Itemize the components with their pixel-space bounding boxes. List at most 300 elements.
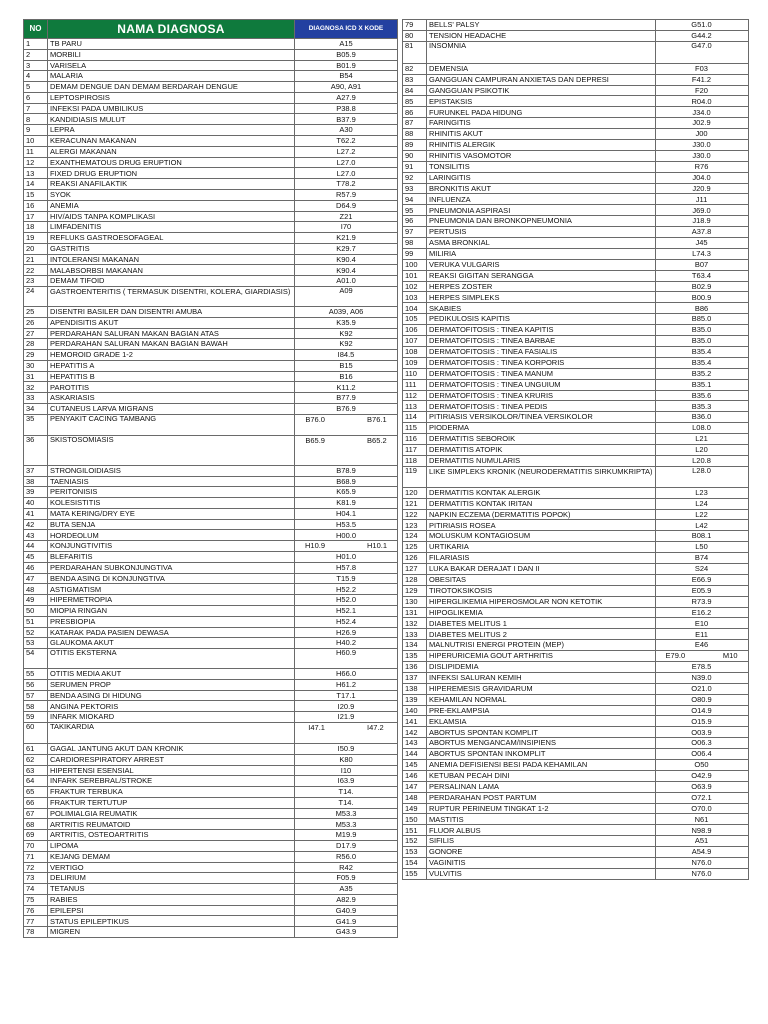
header-no: NO xyxy=(24,20,48,39)
icd-code: M19.9 xyxy=(295,830,398,841)
table-row xyxy=(403,661,749,672)
icd-code: R42 xyxy=(295,862,398,873)
row-number: 35 xyxy=(24,414,48,435)
row-number: 59 xyxy=(24,712,48,723)
row-number: 15 xyxy=(24,189,48,200)
icd-code: I21.9 xyxy=(295,712,398,723)
icd-code: B07 xyxy=(655,259,748,270)
icd-code: E11 xyxy=(655,629,748,640)
icd-code: E78.5 xyxy=(655,661,748,672)
table-row xyxy=(403,705,749,716)
table-row xyxy=(24,649,398,669)
row-number: 134 xyxy=(403,640,427,651)
row-number: 80 xyxy=(403,30,427,41)
diagnosis-name: TB PARU xyxy=(48,39,295,50)
row-number: 141 xyxy=(403,716,427,727)
table-row xyxy=(24,371,398,382)
icd-code: H53.5 xyxy=(295,519,398,530)
diagnosis-name: GASTROENTERITIS ( TERMASUK DISENTRI, KOLERA, GIARDIASIS) xyxy=(48,286,295,306)
icd-code: T78.2 xyxy=(295,179,398,190)
icd-code: I84.5 xyxy=(295,350,398,361)
diagnosis-name: TENSION HEADACHE xyxy=(427,30,656,41)
row-number: 91 xyxy=(403,161,427,172)
row-number: 7 xyxy=(24,103,48,114)
icd-code: K29.7 xyxy=(295,243,398,254)
table-row xyxy=(403,792,749,803)
row-number: 72 xyxy=(24,862,48,873)
table-row xyxy=(403,379,749,390)
diagnosis-name: LIMFADENITIS xyxy=(48,222,295,233)
table-row xyxy=(24,508,398,519)
row-number: 140 xyxy=(403,705,427,716)
icd-code: S24 xyxy=(655,563,748,574)
row-number: 124 xyxy=(403,531,427,542)
icd-code: J04.0 xyxy=(655,172,748,183)
table-row xyxy=(24,754,398,765)
table-row xyxy=(24,211,398,222)
diagnosis-name: HEPATITIS A xyxy=(48,360,295,371)
icd-code: I70 xyxy=(295,222,398,233)
row-number: 55 xyxy=(24,669,48,680)
diagnosis-name: DERMATOFITOSIS : TINEA KAPITIS xyxy=(427,325,656,336)
icd-code: T62.2 xyxy=(295,136,398,147)
table-row xyxy=(24,146,398,157)
icd-code: T17.1 xyxy=(295,690,398,701)
icd-code: R04.0 xyxy=(655,96,748,107)
icd-code: G40.9 xyxy=(295,905,398,916)
icd-code: B74 xyxy=(655,553,748,564)
row-number: 111 xyxy=(403,379,427,390)
icd-code-secondary: H10.1 xyxy=(366,541,387,551)
header-code: DIAGNOSA ICD X KODE xyxy=(295,20,398,39)
diagnosis-name: LUKA BAKAR DERAJAT I DAN II xyxy=(427,563,656,574)
icd-code: H52.4 xyxy=(295,616,398,627)
diagnosis-name: ABORTUS SPONTAN KOMPLIT xyxy=(427,727,656,738)
row-number: 150 xyxy=(403,814,427,825)
diagnosis-name: BRONKITIS AKUT xyxy=(427,183,656,194)
icd-code: A27.9 xyxy=(295,92,398,103)
diagnosis-table-left xyxy=(23,19,398,938)
icd-code: B35.4 xyxy=(655,357,748,368)
icd-code: K90.4 xyxy=(295,265,398,276)
diagnosis-name: HEPATITIS B xyxy=(48,371,295,382)
diagnosis-name: INFEKSI SALURAN KEMIH xyxy=(427,672,656,683)
row-number: 6 xyxy=(24,92,48,103)
diagnosis-name: VARISELA xyxy=(48,60,295,71)
diagnosis-name: REAKSI GIGITAN SERANGGA xyxy=(427,270,656,281)
table-row xyxy=(24,797,398,808)
icd-code: O42.9 xyxy=(655,770,748,781)
icd-code: N98.9 xyxy=(655,825,748,836)
row-number: 38 xyxy=(24,476,48,487)
table-row xyxy=(24,530,398,541)
row-number: 138 xyxy=(403,683,427,694)
diagnosis-name: FILARIASIS xyxy=(427,553,656,564)
diagnosis-name: RHINITIS AKUT xyxy=(427,129,656,140)
diagnosis-name: SKISTOSOMIASIS xyxy=(48,435,295,465)
diagnosis-name: BENDA ASING DI HIDUNG xyxy=(48,690,295,701)
diagnosis-name: PERITONISIS xyxy=(48,487,295,498)
icd-code: A90, A91 xyxy=(295,82,398,93)
table-row xyxy=(403,444,749,455)
diagnosis-name: MIOPIA RINGAN xyxy=(48,605,295,616)
table-row xyxy=(403,346,749,357)
diagnosis-name: KERACUNAN MAKANAN xyxy=(48,136,295,147)
diagnosis-name: GANGGUAN CAMPURAN ANXIETAS DAN DEPRESI xyxy=(427,74,656,85)
diagnosis-name: REFLUKS GASTROESOFAGEAL xyxy=(48,233,295,244)
row-number: 99 xyxy=(403,248,427,259)
table-row xyxy=(24,157,398,168)
icd-code-primary: H10.9 xyxy=(305,541,326,551)
diagnosis-name: DERMATITIS SEBOROIK xyxy=(427,434,656,445)
table-row xyxy=(24,819,398,830)
diagnosis-name: BUTA SENJA xyxy=(48,519,295,530)
row-number: 20 xyxy=(24,243,48,254)
row-number: 54 xyxy=(24,649,48,669)
table-row xyxy=(24,498,398,509)
row-number: 101 xyxy=(403,270,427,281)
diagnosis-name: EXANTHEMATOUS DRUG ERUPTION xyxy=(48,157,295,168)
row-number: 1 xyxy=(24,39,48,50)
row-number: 146 xyxy=(403,770,427,781)
row-number: 142 xyxy=(403,727,427,738)
icd-code: B35.2 xyxy=(655,368,748,379)
icd-code: B35.0 xyxy=(655,325,748,336)
row-number: 47 xyxy=(24,573,48,584)
row-number: 127 xyxy=(403,563,427,574)
icd-code: A30 xyxy=(295,125,398,136)
table-row xyxy=(24,916,398,927)
icd-code: J34.0 xyxy=(655,107,748,118)
icd-code: K81.9 xyxy=(295,498,398,509)
diagnosis-name: SIFILIS xyxy=(427,836,656,847)
diagnosis-name: KETUBAN PECAH DINI xyxy=(427,770,656,781)
icd-code: B02.9 xyxy=(655,281,748,292)
icd-code: H01.0 xyxy=(295,552,398,563)
diagnosis-name: ANEMIA DEFISIENSI BESI PADA KEHAMILAN xyxy=(427,760,656,771)
icd-code: E66.9 xyxy=(655,574,748,585)
table-row xyxy=(403,259,749,270)
diagnosis-name: HIPERURICEMIA GOUT ARTHRITIS xyxy=(427,651,656,662)
icd-code: P38.8 xyxy=(295,103,398,114)
table-row xyxy=(24,233,398,244)
row-number: 58 xyxy=(24,701,48,712)
table-row xyxy=(24,669,398,680)
table-row xyxy=(403,357,749,368)
icd-code: L42 xyxy=(655,520,748,531)
row-number: 135 xyxy=(403,651,427,662)
table-row xyxy=(403,825,749,836)
row-number: 125 xyxy=(403,542,427,553)
icd-code: L08.0 xyxy=(655,423,748,434)
row-number: 62 xyxy=(24,754,48,765)
table-row xyxy=(24,243,398,254)
row-number: 10 xyxy=(24,136,48,147)
icd-code: J18.9 xyxy=(655,216,748,227)
icd-code: L20 xyxy=(655,444,748,455)
row-number: 61 xyxy=(24,743,48,754)
row-number: 52 xyxy=(24,627,48,638)
table-row xyxy=(403,727,749,738)
table-row xyxy=(403,41,749,63)
row-number: 104 xyxy=(403,303,427,314)
diagnosis-name: INFLUENZA xyxy=(427,194,656,205)
table-row xyxy=(403,150,749,161)
row-number: 81 xyxy=(403,41,427,63)
diagnosis-name: RABIES xyxy=(48,894,295,905)
table-row xyxy=(24,360,398,371)
icd-code: B35.4 xyxy=(655,346,748,357)
icd-code: O14.9 xyxy=(655,705,748,716)
table-row xyxy=(403,531,749,542)
diagnosis-name: CUTANEUS LARVA MIGRANS xyxy=(48,404,295,415)
row-number: 117 xyxy=(403,444,427,455)
diagnosis-name: DERMATOFITOSIS : TINEA KORPORIS xyxy=(427,357,656,368)
diagnosis-name: ARTRITIS, OSTEOARTRITIS xyxy=(48,830,295,841)
icd-code: B65.9 B65.2 xyxy=(295,435,398,465)
diagnosis-name: KANDIDIASIS MULUT xyxy=(48,114,295,125)
table-row xyxy=(403,368,749,379)
icd-code: J11 xyxy=(655,194,748,205)
icd-code: G47.0 xyxy=(655,41,748,63)
icd-code: E05.9 xyxy=(655,585,748,596)
icd-code: B54 xyxy=(295,71,398,82)
diagnosis-name: PERDARAHAN SALURAN MAKAN BAGIAN BAWAH xyxy=(48,339,295,350)
diagnosis-name: PRESBIOPIA xyxy=(48,616,295,627)
table-row xyxy=(24,465,398,476)
table-row xyxy=(403,574,749,585)
row-number: 84 xyxy=(403,85,427,96)
diagnosis-name: KEHAMILAN NORMAL xyxy=(427,694,656,705)
diagnosis-name: TETANUS xyxy=(48,884,295,895)
icd-code: B76.9 xyxy=(295,404,398,415)
row-number: 50 xyxy=(24,605,48,616)
diagnosis-name: ANEMIA xyxy=(48,200,295,211)
row-number: 112 xyxy=(403,390,427,401)
diagnosis-name: NAPKIN ECZEMA (DERMATITIS POPOK) xyxy=(427,509,656,520)
diagnosis-name: PIODERMA xyxy=(427,423,656,434)
diagnosis-name: DERMATOFITOSIS : TINEA PEDIS xyxy=(427,401,656,412)
table-row xyxy=(403,672,749,683)
icd-code: K92 xyxy=(295,339,398,350)
diagnosis-name: DERMATOFITOSIS : TINEA UNGUIUM xyxy=(427,379,656,390)
row-number: 25 xyxy=(24,306,48,317)
icd-code: D64.9 xyxy=(295,200,398,211)
row-number: 24 xyxy=(24,286,48,306)
row-number: 98 xyxy=(403,238,427,249)
table-row xyxy=(24,114,398,125)
icd-code: J30.0 xyxy=(655,140,748,151)
table-row xyxy=(24,765,398,776)
diagnosis-name: PERDARAHAN SALURAN MAKAN BAGIAN ATAS xyxy=(48,328,295,339)
icd-code: G44.2 xyxy=(655,30,748,41)
icd-code: L27.0 xyxy=(295,168,398,179)
row-number: 108 xyxy=(403,346,427,357)
diagnosis-name: INTOLERANSI MAKANAN xyxy=(48,254,295,265)
row-number: 12 xyxy=(24,157,48,168)
row-number: 122 xyxy=(403,509,427,520)
row-number: 116 xyxy=(403,434,427,445)
table-row xyxy=(403,336,749,347)
icd-code: L50 xyxy=(655,542,748,553)
row-number: 64 xyxy=(24,776,48,787)
diagnosis-name: TAENIASIS xyxy=(48,476,295,487)
icd-code: O70.0 xyxy=(655,803,748,814)
row-number: 120 xyxy=(403,487,427,498)
row-number: 53 xyxy=(24,638,48,649)
row-number: 148 xyxy=(403,792,427,803)
diagnosis-name: LIPOMA xyxy=(48,841,295,852)
row-number: 114 xyxy=(403,412,427,423)
table-row xyxy=(24,787,398,798)
icd-code: B86 xyxy=(655,303,748,314)
row-number: 152 xyxy=(403,836,427,847)
icd-code: H66.0 xyxy=(295,669,398,680)
table-row xyxy=(24,125,398,136)
table-row xyxy=(24,862,398,873)
diagnosis-name: REAKSI ANAFILAKTIK xyxy=(48,179,295,190)
table-row xyxy=(24,894,398,905)
row-number: 155 xyxy=(403,868,427,879)
table-row xyxy=(403,129,749,140)
table-row xyxy=(403,172,749,183)
diagnosis-name: FIXED DRUG ERUPTION xyxy=(48,168,295,179)
table-row xyxy=(403,781,749,792)
diagnosis-name: FARINGITIS xyxy=(427,118,656,129)
icd-code-secondary: M10 xyxy=(722,651,738,661)
table-row xyxy=(24,487,398,498)
icd-code: J00 xyxy=(655,129,748,140)
table-row xyxy=(403,270,749,281)
icd-code: B35.3 xyxy=(655,401,748,412)
table-row xyxy=(403,20,749,31)
icd-code: R73.9 xyxy=(655,596,748,607)
diagnosis-name: ASKARIASIS xyxy=(48,393,295,404)
icd-code: K21.9 xyxy=(295,233,398,244)
diagnosis-name: HEMOROID GRADE 1-2 xyxy=(48,350,295,361)
icd-code: B36.0 xyxy=(655,412,748,423)
table-row xyxy=(24,92,398,103)
icd-code: A35 xyxy=(295,884,398,895)
icd-code: E16.2 xyxy=(655,607,748,618)
row-number: 19 xyxy=(24,233,48,244)
table-row xyxy=(24,690,398,701)
row-number: 88 xyxy=(403,129,427,140)
table-row xyxy=(24,873,398,884)
diagnosis-name: SKABIES xyxy=(427,303,656,314)
diagnosis-name: DEMAM TIFOID xyxy=(48,276,295,287)
icd-code: E10 xyxy=(655,618,748,629)
row-number: 71 xyxy=(24,851,48,862)
icd-code: I47.1 I47.2 xyxy=(295,722,398,743)
table-row xyxy=(24,776,398,787)
table-row xyxy=(24,722,398,743)
icd-code: O80.9 xyxy=(655,694,748,705)
row-number: 9 xyxy=(24,125,48,136)
icd-code: N76.0 xyxy=(655,868,748,879)
row-number: 97 xyxy=(403,227,427,238)
diagnosis-name: PAROTITIS xyxy=(48,382,295,393)
row-number: 78 xyxy=(24,927,48,938)
icd-code: H57.8 xyxy=(295,562,398,573)
diagnosis-name: DERMATOFITOSIS : TINEA MANUM xyxy=(427,368,656,379)
diagnosis-name: PERSALINAN LAMA xyxy=(427,781,656,792)
row-number: 26 xyxy=(24,317,48,328)
row-number: 33 xyxy=(24,393,48,404)
row-number: 119 xyxy=(403,466,427,487)
diagnosis-name: MORBILI xyxy=(48,49,295,60)
row-number: 96 xyxy=(403,216,427,227)
row-number: 154 xyxy=(403,858,427,869)
diagnosis-name: PNEUMONIA DAN BRONKOPNEUMONIA xyxy=(427,216,656,227)
table-row xyxy=(24,317,398,328)
diagnosis-name: DERMATOFITOSIS : TINEA BARBAE xyxy=(427,336,656,347)
diagnosis-name: EPILEPSI xyxy=(48,905,295,916)
icd-code: O06.4 xyxy=(655,749,748,760)
icd-code: J45 xyxy=(655,238,748,249)
row-number: 68 xyxy=(24,819,48,830)
table-row xyxy=(24,404,398,415)
diagnosis-name: PERDARAHAN POST PARTUM xyxy=(427,792,656,803)
icd-code: B37.9 xyxy=(295,114,398,125)
row-number: 129 xyxy=(403,585,427,596)
table-row xyxy=(24,884,398,895)
table-row xyxy=(24,905,398,916)
row-number: 28 xyxy=(24,339,48,350)
table-row xyxy=(403,716,749,727)
header-name: NAMA DIAGNOSA xyxy=(48,20,295,39)
diagnosis-name: PENYAKIT CACING TAMBANG xyxy=(48,414,295,435)
table-row xyxy=(403,868,749,879)
table-row xyxy=(24,712,398,723)
table-row xyxy=(403,770,749,781)
icd-code: B08.1 xyxy=(655,531,748,542)
table-row xyxy=(403,683,749,694)
icd-code: T14. xyxy=(295,797,398,808)
row-number: 23 xyxy=(24,276,48,287)
diagnosis-name: PERTUSIS xyxy=(427,227,656,238)
diagnosis-name: MILIRIA xyxy=(427,248,656,259)
table-row xyxy=(403,760,749,771)
row-number: 153 xyxy=(403,847,427,858)
diagnosis-name: FURUNKEL PADA HIDUNG xyxy=(427,107,656,118)
row-number: 79 xyxy=(403,20,427,31)
diagnosis-name: KOLESISTITIS xyxy=(48,498,295,509)
diagnosis-name: POLIMIALGIA REUMATIK xyxy=(48,808,295,819)
table-row xyxy=(403,325,749,336)
table-row xyxy=(24,476,398,487)
icd-code: J30.0 xyxy=(655,150,748,161)
diagnosis-name: BLEFARITIS xyxy=(48,552,295,563)
icd-code: T14. xyxy=(295,787,398,798)
table-row xyxy=(403,487,749,498)
row-number: 41 xyxy=(24,508,48,519)
table-row xyxy=(403,509,749,520)
diagnosis-name: KEJANG DEMAM xyxy=(48,851,295,862)
icd-code: O21.0 xyxy=(655,683,748,694)
row-number: 132 xyxy=(403,618,427,629)
icd-code: K35.9 xyxy=(295,317,398,328)
row-number: 110 xyxy=(403,368,427,379)
table-row xyxy=(24,276,398,287)
diagnosis-name: TONSILITIS xyxy=(427,161,656,172)
row-number: 2 xyxy=(24,49,48,60)
diagnosis-name: DIABETES MELITUS 1 xyxy=(427,618,656,629)
icd-code: D17.9 xyxy=(295,841,398,852)
row-number: 70 xyxy=(24,841,48,852)
diagnosis-name: DISENTRI BASILER DAN DISENTRI AMUBA xyxy=(48,306,295,317)
row-number: 123 xyxy=(403,520,427,531)
